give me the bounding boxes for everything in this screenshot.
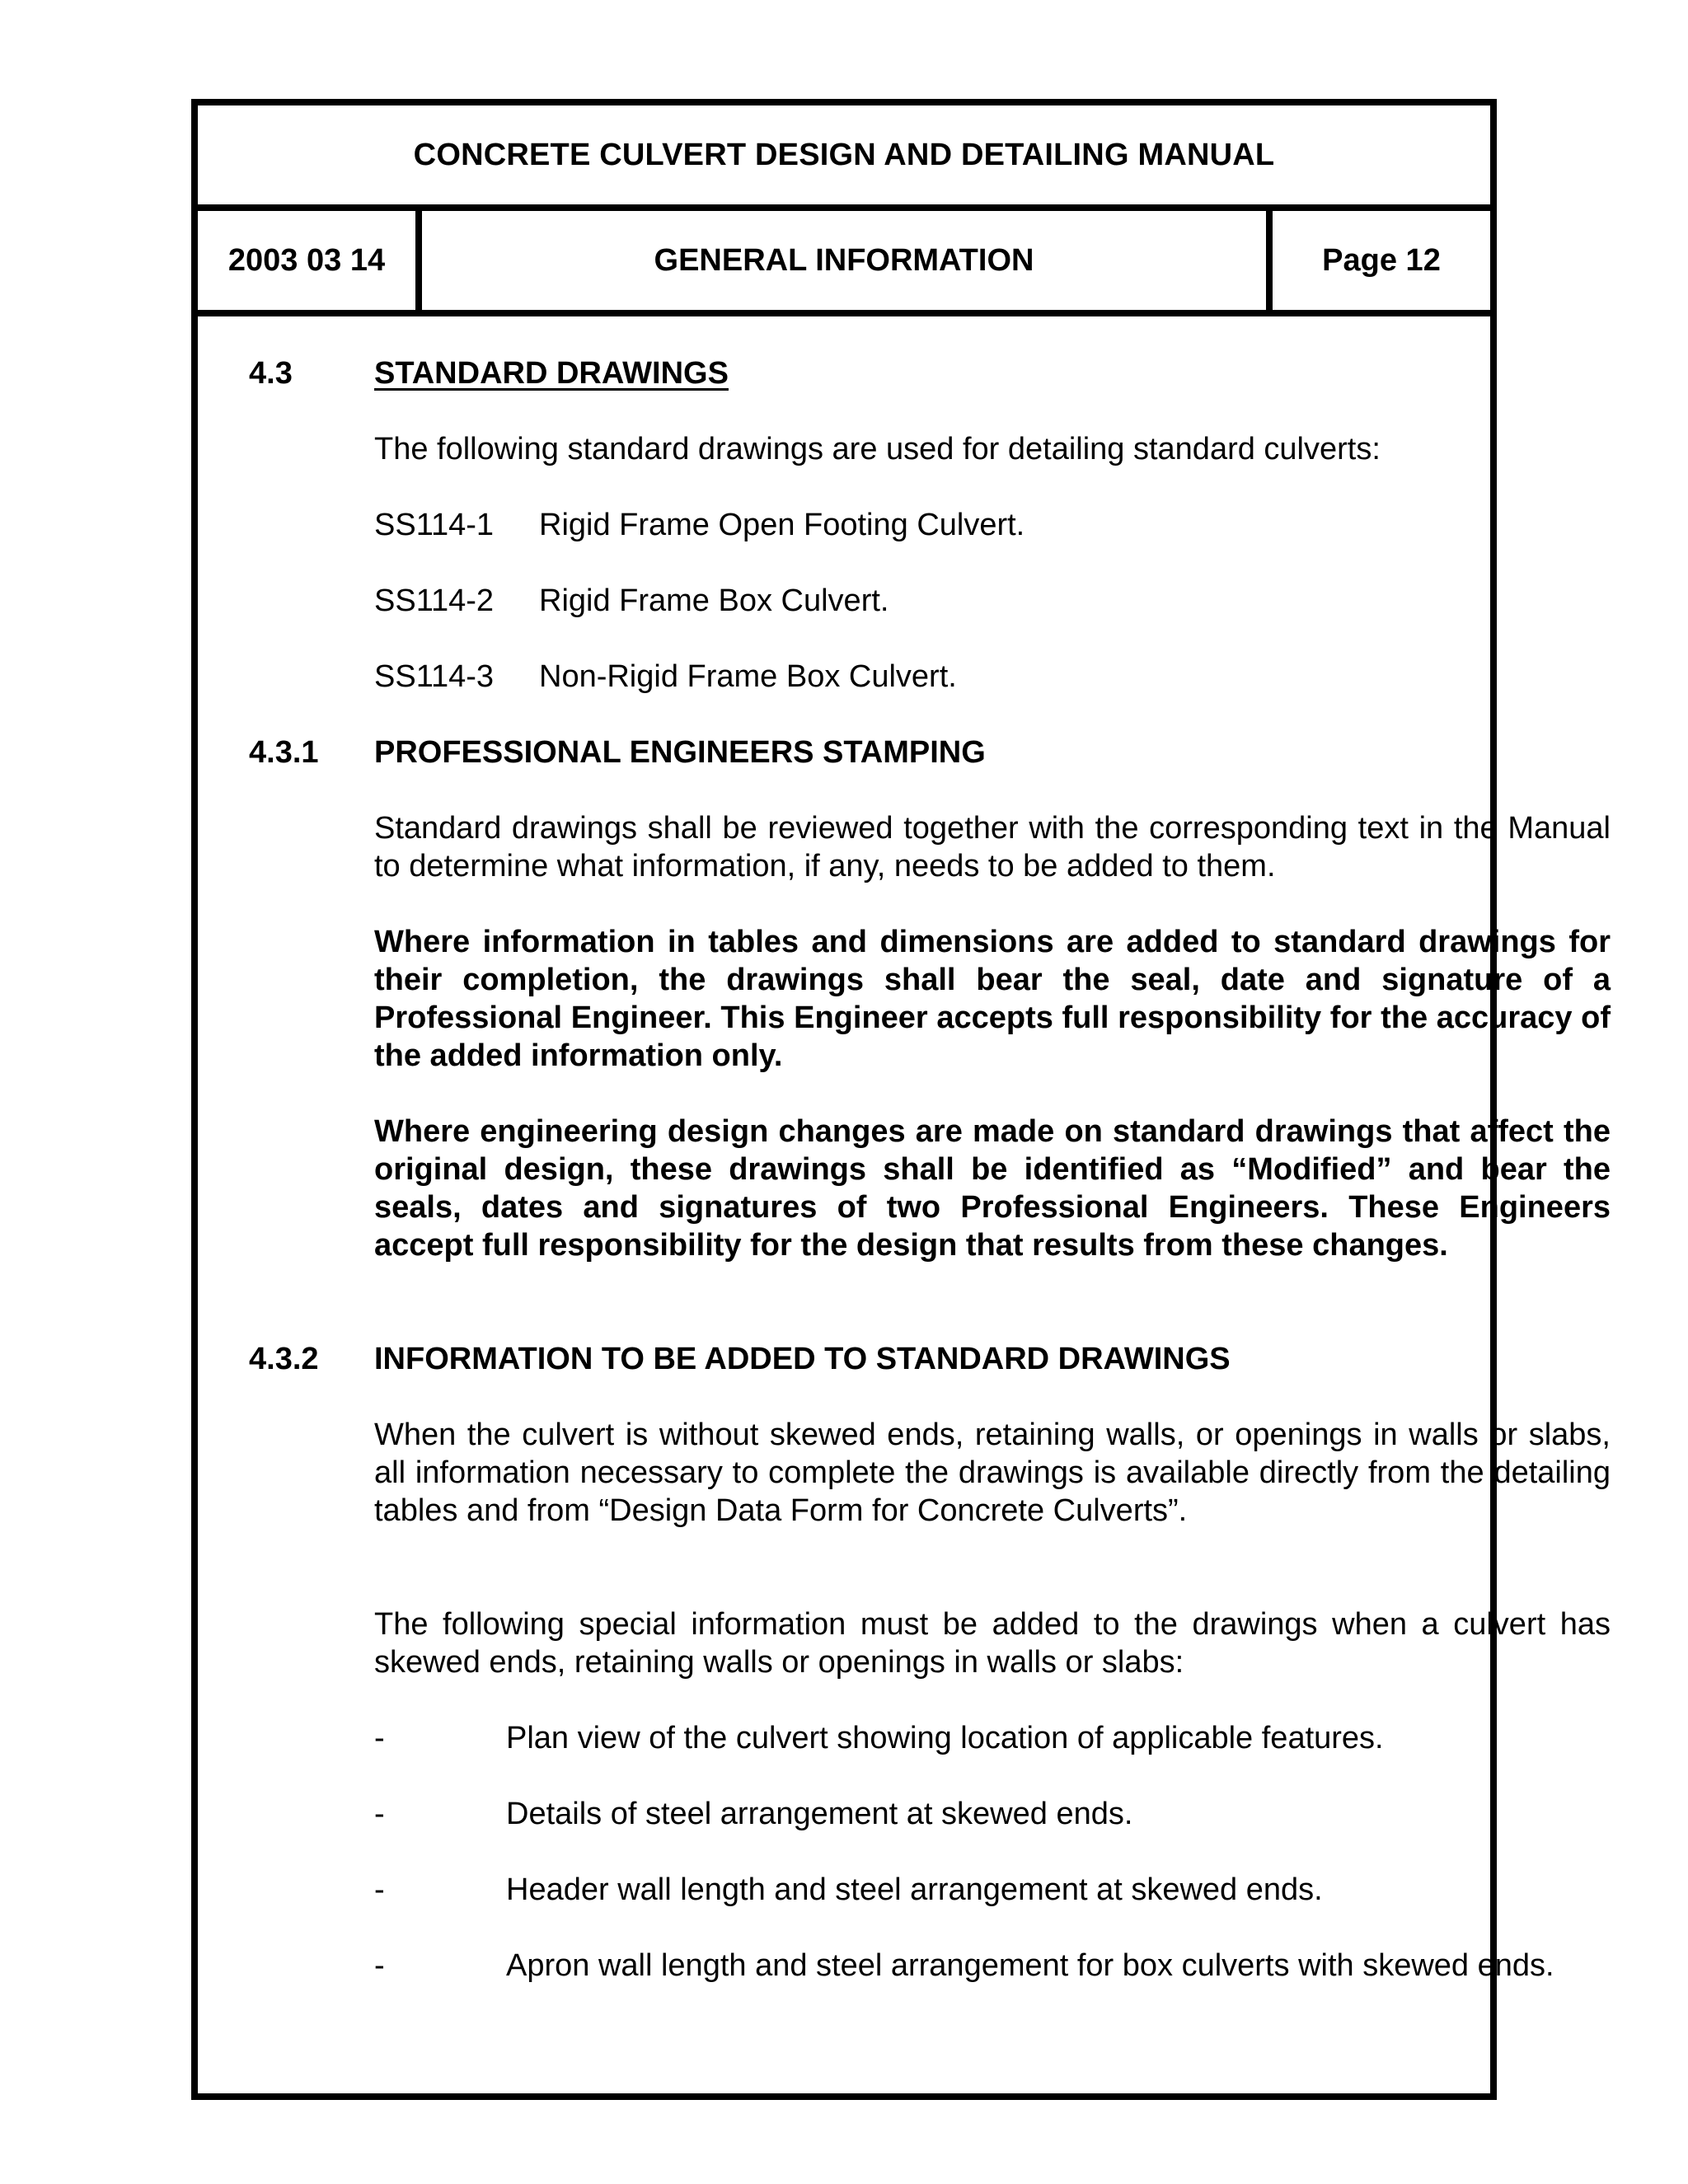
bold-paragraph: Where information in tables and dimensions are added to standard drawings for their completion, the drawings shall bear the seal, date and signature of a Professional Engineer. This Engineer accepts full responsibility for the accuracy of the added information only. xyxy=(374,925,1611,1073)
bullet-marker: - xyxy=(374,1797,385,1831)
bullet-marker: - xyxy=(374,1721,385,1755)
page-header xyxy=(198,211,1490,316)
section-number: 4.3 xyxy=(249,356,293,391)
subsection-heading: INFORMATION TO BE ADDED TO STANDARD DRAWINGS xyxy=(374,1342,1231,1376)
paragraph: Standard drawings shall be reviewed together with the corresponding text in the Manual to determine what information, if any, needs to be added to them. xyxy=(374,811,1611,883)
section-intro: The following standard drawings are used for detailing standard culverts: xyxy=(374,432,1381,466)
header-page-number: Page 12 xyxy=(1322,242,1441,278)
bullet-marker: - xyxy=(374,1948,385,1983)
subsection-number: 4.3.2 xyxy=(249,1342,319,1376)
subsection-heading: PROFESSIONAL ENGINEERS STAMPING xyxy=(374,735,986,770)
drawing-code: SS114-1 xyxy=(374,508,495,542)
list-item: Header wall length and steel arrangement at skewed ends. xyxy=(506,1872,1323,1907)
list-item: Plan view of the culvert showing location of applicable features. xyxy=(506,1721,1384,1755)
bold-paragraph: Where engineering design changes are made on standard drawings that affect the original design, these drawings shall be identified as “Modified” and bear the seals, dates and signatures of two Professional Engineers. These Engineers accept full responsibility for the design that results from these changes. xyxy=(374,1114,1611,1263)
drawing-code: SS114-3 xyxy=(374,659,495,694)
drawing-list-item xyxy=(374,582,1611,620)
drawing-title: Rigid Frame Box Culvert. xyxy=(539,583,889,618)
drawing-title: Rigid Frame Open Footing Culvert. xyxy=(539,508,1025,542)
drawing-code: SS114-2 xyxy=(374,583,495,618)
drawing-list-item xyxy=(374,658,1611,696)
subsection-number: 4.3.1 xyxy=(249,735,319,770)
manual-title: CONCRETE CULVERT DESIGN AND DETAILING MANUAL xyxy=(198,105,1490,211)
list-item: Details of steel arrangement at skewed ends. xyxy=(506,1797,1133,1831)
section-heading: STANDARD DRAWINGS xyxy=(374,356,729,391)
paragraph: When the culvert is without skewed ends, retaining walls, or openings in walls or slabs, all information necessary to complete the drawings is available directly from the detailing tables and from “Design Data Form for Concrete Culverts”. xyxy=(374,1418,1611,1528)
page-frame xyxy=(191,99,1611,2100)
bullet-marker: - xyxy=(374,1872,385,1907)
paragraph: The following special information must be added to the drawings when a culvert has skewed ends, retaining walls or openings in walls or slabs: xyxy=(374,1607,1611,1680)
header-date: 2003 03 14 xyxy=(198,211,422,310)
header-section-title: GENERAL INFORMATION xyxy=(422,211,1273,310)
drawing-title: Non-Rigid Frame Box Culvert. xyxy=(539,659,957,694)
list-item: Apron wall length and steel arrangement for box culverts with skewed ends. xyxy=(506,1948,1554,1983)
drawing-list-item xyxy=(374,506,1611,544)
